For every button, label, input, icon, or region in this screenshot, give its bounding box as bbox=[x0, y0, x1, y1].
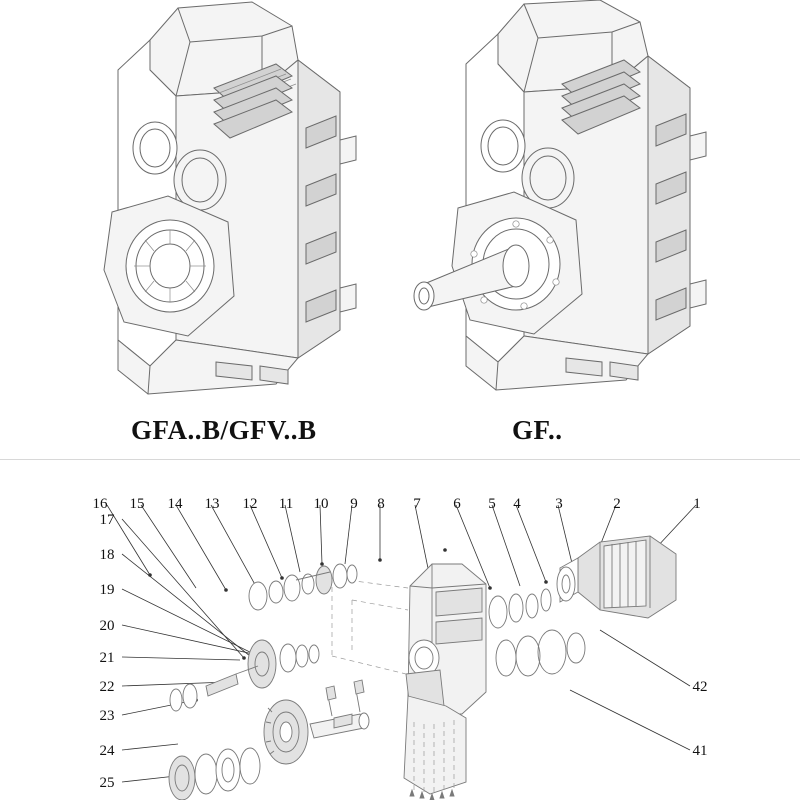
caption-gearbox-right: GF.. bbox=[512, 415, 563, 445]
callout-19: 19 bbox=[99, 582, 115, 598]
callout-5: 5 bbox=[488, 496, 496, 512]
leader-dots-left bbox=[194, 656, 246, 702]
callout-2: 2 bbox=[613, 496, 621, 512]
callout-15: 15 bbox=[129, 496, 145, 512]
callout-25: 25 bbox=[99, 775, 115, 791]
callout-numbers-left bbox=[100, 512, 116, 791]
callout-11: 11 bbox=[278, 496, 294, 512]
alignment-guides bbox=[332, 578, 408, 674]
callout-22: 22 bbox=[99, 679, 115, 695]
caption-gearbox-left: GFA..B/GFV..B bbox=[131, 415, 317, 445]
callout-23: 23 bbox=[99, 708, 115, 724]
callout-24: 24 bbox=[99, 743, 115, 759]
callout-numbers-top bbox=[93, 496, 701, 512]
callout-numbers-right bbox=[693, 679, 708, 759]
callout-14: 14 bbox=[167, 496, 183, 512]
callout-20: 20 bbox=[99, 618, 115, 634]
callout-9: 9 bbox=[350, 496, 358, 512]
callout-8: 8 bbox=[377, 496, 385, 512]
callout-10: 10 bbox=[313, 496, 329, 512]
callout-41: 41 bbox=[692, 743, 708, 759]
callout-17: 17 bbox=[99, 512, 115, 528]
callout-7: 7 bbox=[413, 496, 421, 512]
exploded-components bbox=[169, 536, 676, 800]
callout-4: 4 bbox=[513, 496, 521, 512]
callout-18: 18 bbox=[99, 547, 115, 563]
exploded-diagram-area bbox=[0, 460, 800, 800]
gearbox-right-illustration bbox=[414, 0, 706, 390]
callout-6: 6 bbox=[453, 496, 461, 512]
callout-21: 21 bbox=[99, 650, 115, 666]
leader-dots-top bbox=[148, 548, 598, 592]
gearbox-left-illustration bbox=[104, 2, 356, 394]
callout-16: 16 bbox=[92, 496, 108, 512]
leader-lines-right bbox=[570, 630, 690, 750]
callout-12: 12 bbox=[242, 496, 258, 512]
callout-13: 13 bbox=[204, 496, 220, 512]
callout-3: 3 bbox=[555, 496, 563, 512]
callout-1: 1 bbox=[693, 496, 701, 512]
callout-42: 42 bbox=[692, 679, 708, 695]
